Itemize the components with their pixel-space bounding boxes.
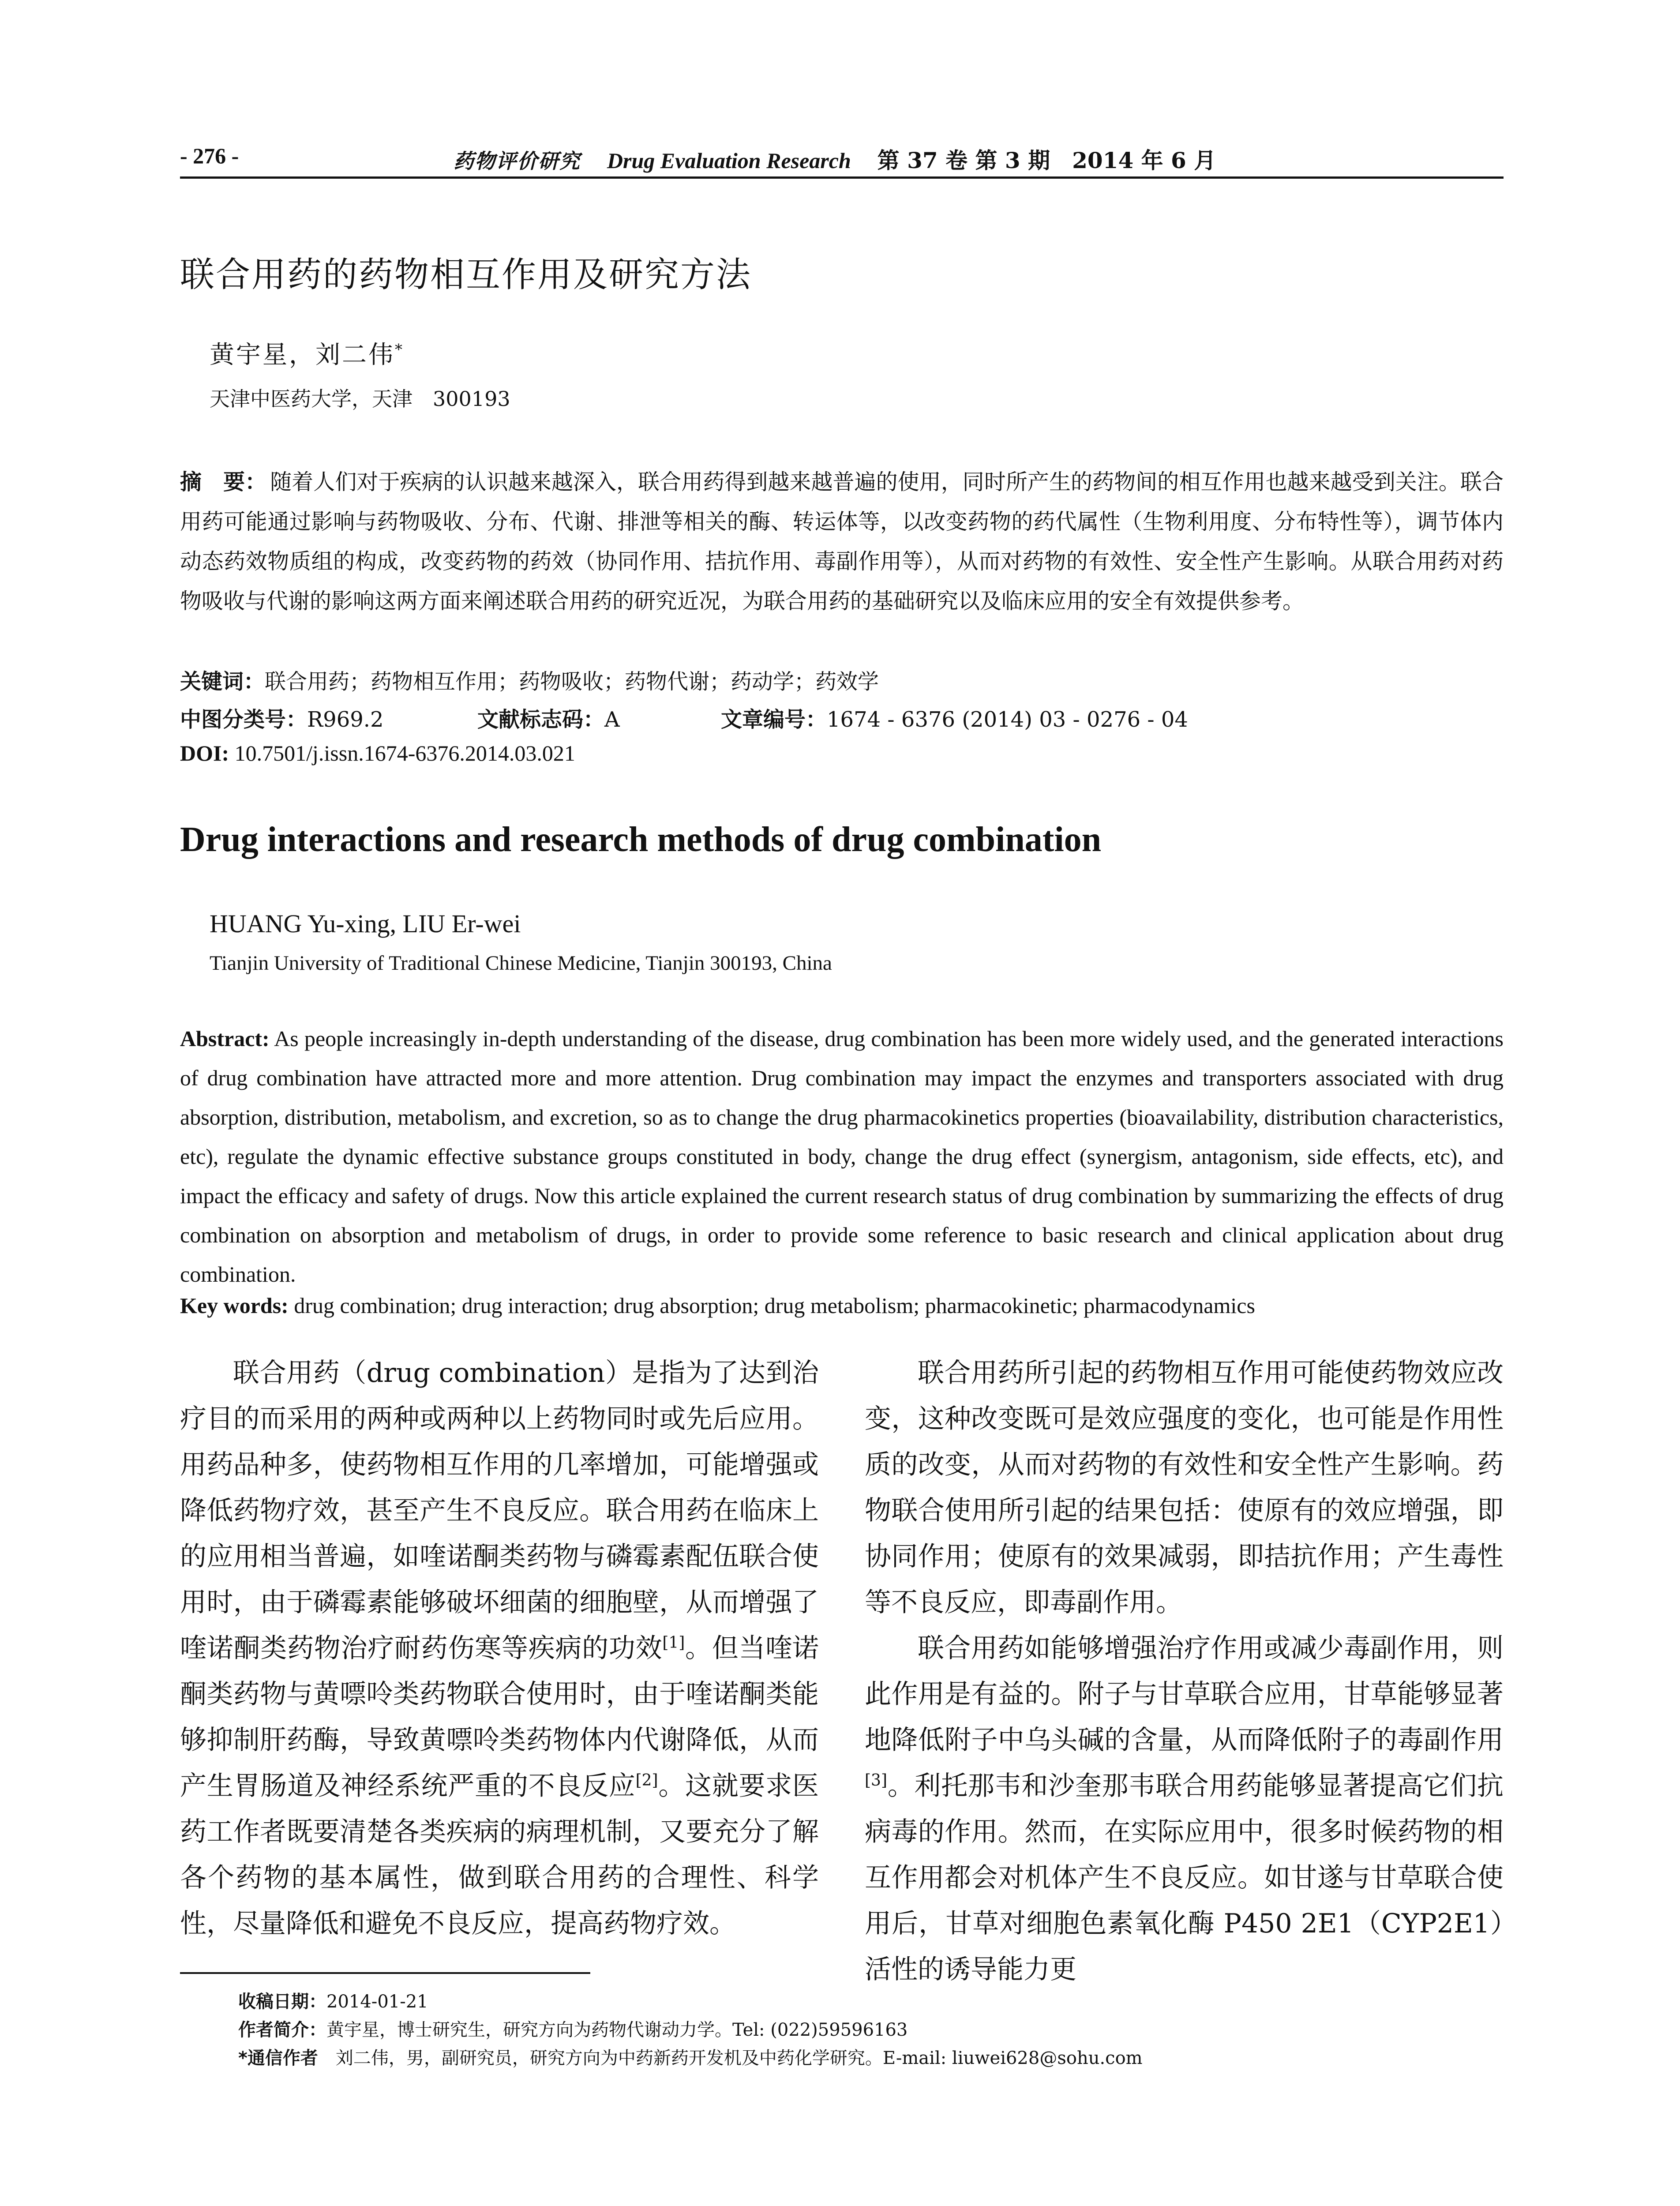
footnotes	[238, 1988, 1500, 2072]
body-paragraph: 联合用药所引起的药物相互作用可能使药物效应改变，这种改变既可是效应强度的变化，也可能是作用性质的改变，从而对药物的有效性和安全性产生影响。药物联合使用所引起的结果包括：使原有的效应增强，即协同作用；使原有的效果减弱，即拮抗作用；产生毒性等不良反应，即毒副作用。	[865, 1358, 1504, 1618]
citation-ref: [2]	[635, 1771, 658, 1790]
title-english: Drug interactions and research methods of drug combination	[180, 820, 1102, 859]
affiliation-chinese: 天津中医药大学，天津 300193	[210, 387, 510, 411]
header-rule	[180, 176, 1504, 179]
body-text: 。利托那韦和沙奎那韦联合用药能够显著提高它们抗病毒的作用。然而，在实际应用中，很多时候药物的相互作用都会对机体产生不良反应。如甘遂与甘草联合使用后，甘草对细胞色素氧化酶 P450 2E1（CYP2E1）活性的诱导能力更	[865, 1771, 1504, 1985]
citation-ref: [1]	[662, 1634, 685, 1652]
author-bio-value: 黄宇星，博士研究生，研究方向为药物代谢动力学。Tel: (022)59596163	[326, 2020, 908, 2040]
abstract-en-text: As people increasingly in-depth understanding of the disease, drug combination has been more widely used, and the generated interactions of drug combination have attracted more and more attention. Drug combination may impact the enzymes and transporters associated with drug absorption, distribution, metabolism, and excretion, so as to change the drug pharmacokinetics properties (bioavailability, distribution characteristics, etc), regulate the dynamic effective substance groups constituted in body, change the drug effect (synergism, antagonism, side effects, etc), and impact the efficacy and safety of drugs. Now this article explained the current research status of drug combination by summarizing the effects of drug combination on absorption and metabolism of drugs, in order to provide some reference to basic research and clinical application about drug combination.	[180, 1026, 1504, 1287]
body-text: 联合用药如能够增强治疗作用或减少毒副作用，则此作用是有益的。附子与甘草联合应用，甘草能够显著地降低附子中乌头碱的含量，从而降低附子的毒副作用	[865, 1633, 1504, 1756]
received-date	[238, 1988, 1500, 2016]
body-paragraph	[865, 1625, 1504, 1992]
issue-info: 第 37 卷 第 3 期 2014 年 6 月	[877, 147, 1216, 173]
clc-number	[180, 702, 384, 733]
doc-value: A	[604, 707, 620, 732]
abstract-en-label: Abstract:	[180, 1026, 270, 1051]
journal-logo: 药物评价研究	[454, 149, 581, 173]
running-header	[180, 140, 1504, 176]
keywords-chinese	[180, 664, 879, 695]
abstract-label: 摘 要：	[180, 469, 267, 495]
body-column-right	[865, 1350, 1504, 1992]
document-code	[477, 702, 620, 733]
abstract-chinese	[180, 462, 1504, 621]
keywords-en-label: Key words:	[180, 1293, 289, 1318]
citation-ref: [3]	[865, 1771, 887, 1790]
keywords-text: 联合用药；药物相互作用；药物吸收；药物代谢；药动学；药效学	[265, 669, 879, 694]
keywords-en-text: drug combination; drug interaction; drug absorption; drug metabolism; pharmacokinetic; pharmacodynamics	[294, 1293, 1255, 1318]
abstract-text: 随着人们对于疾病的认识越来越深入，联合用药得到越来越普遍的使用，同时所产生的药物间的相互作用也越来越受到关注。联合用药可能通过影响与药物吸收、分布、代谢、排泄等相关的酶、转运体等，以改变药物的药代属性（生物利用度、分布特性等），调节体内动态药效物质组的构成，改变药物的药效（协同作用、拮抗作用、毒副作用等），从而对药物的有效性、安全性产生影响。从联合用药对药物吸收与代谢的影响这两方面来阐述联合用药的研究近况，为联合用药的基础研究以及临床应用的安全有效提供参考。	[180, 469, 1504, 614]
title-chinese: 联合用药的药物相互作用及研究方法	[180, 255, 752, 295]
author-names: 黄宇星，刘二伟	[210, 341, 395, 369]
journal-info	[454, 143, 1216, 175]
journal-name: Drug Evaluation Research	[607, 148, 851, 173]
body-text: 联合用药（drug combination）是指为了达到治疗目的而采用的两种或两种以上药物同时或先后应用。用药品种多，使药物相互作用的几率增加，可能增强或降低药物疗效，甚至产生不良反应。联合用药在临床上的应用相当普遍，如喹诺酮类药物与磷霉素配伍联合使用时，由于磷霉素能够破坏细菌的细胞壁，从而增强了喹诺酮类药物治疗耐药伤寒等疾病的功效	[180, 1358, 819, 1664]
body-text: 。但当喹诺酮类药物与黄嘌呤类药物联合使用时，由于喹诺酮类能够抑制肝药酶，导致黄嘌呤类药物体内代谢降低，从而产生胃肠道及神经系统严重的不良反应	[180, 1633, 819, 1801]
keywords-english	[180, 1293, 1504, 1318]
corresponding-author	[238, 2044, 1500, 2072]
affiliation-english: Tianjin University of Traditional Chinese Medicine, Tianjin 300193, China	[210, 952, 832, 975]
doi-line	[180, 740, 575, 766]
doi-value: 10.7501/j.issn.1674-6376.2014.03.021	[234, 741, 575, 765]
author-bio	[238, 2016, 1500, 2044]
doc-label: 文献标志码：	[477, 707, 605, 732]
corresponding-label: *通信作者	[238, 2048, 318, 2068]
body-column-left	[180, 1350, 819, 1947]
authors-english: HUANG Yu-xing, LIU Er-wei	[210, 909, 521, 938]
clc-value: R969.2	[307, 707, 384, 732]
received-value: 2014-01-21	[326, 1992, 428, 2012]
article-number	[721, 702, 1188, 733]
authors-chinese	[210, 335, 404, 371]
doi-label: DOI:	[180, 741, 229, 765]
author-bio-label: 作者简介：	[238, 2020, 326, 2040]
received-label: 收稿日期：	[238, 1992, 326, 2012]
article-value: 1674 - 6376 (2014) 03 - 0276 - 04	[827, 707, 1188, 732]
corresponding-mark: *	[395, 341, 404, 359]
page-number: - 276 -	[180, 143, 239, 168]
body-paragraph	[180, 1350, 819, 1947]
keywords-label: 关键词：	[180, 669, 265, 694]
clc-label: 中图分类号：	[180, 707, 308, 732]
footnote-rule	[180, 1972, 590, 1974]
article-label: 文章编号：	[721, 707, 827, 732]
abstract-english	[180, 1019, 1504, 1294]
corresponding-value: 刘二伟，男，副研究员，研究方向为中药新药开发机及中药化学研究。E-mail: liuwei628@sohu.com	[318, 2048, 1143, 2068]
body-text: 。这就要求医药工作者既要清楚各类疾病的病理机制，又要充分了解各个药物的基本属性，做到联合用药的合理性、科学性，尽量降低和避免不良反应，提高药物疗效。	[180, 1771, 819, 1939]
